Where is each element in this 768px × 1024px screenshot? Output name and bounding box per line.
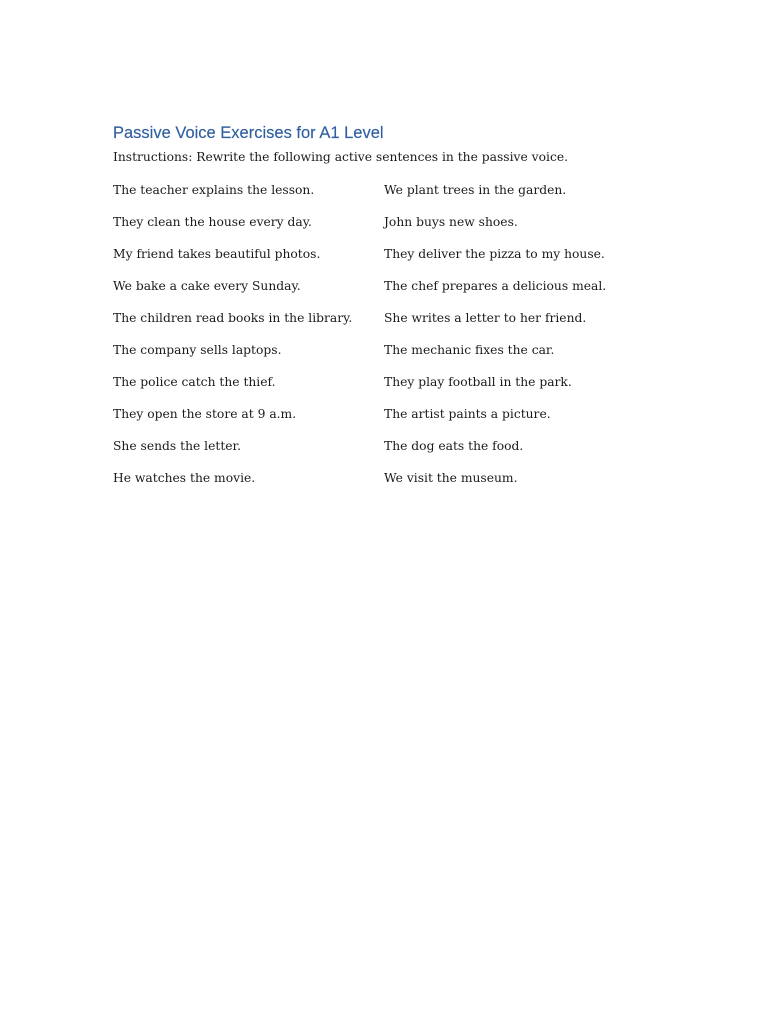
exercise-sentence-left-4: We bake a cake every Sunday. bbox=[113, 279, 301, 293]
exercise-sentence-left-1: The teacher explains the lesson. bbox=[113, 183, 315, 197]
exercise-sentence-right-3: They deliver the pizza to my house. bbox=[384, 247, 605, 261]
exercise-sentence-left-9: She sends the letter. bbox=[113, 439, 241, 453]
instructions-text: Instructions: Rewrite the following active sentences in the passive voice. bbox=[113, 150, 569, 164]
exercise-sentence-right-2: John buys new shoes. bbox=[384, 215, 518, 229]
exercise-sentence-right-7: They play football in the park. bbox=[384, 375, 572, 389]
exercise-sentence-left-6: The company sells laptops. bbox=[113, 343, 282, 357]
exercise-grid bbox=[113, 182, 673, 502]
exercise-sentence-right-9: The dog eats the food. bbox=[384, 439, 524, 453]
exercise-sentence-left-2: They clean the house every day. bbox=[113, 215, 312, 229]
exercise-sentence-left-5: The children read books in the library. bbox=[113, 311, 353, 325]
exercise-sentence-left-3: My friend takes beautiful photos. bbox=[113, 247, 321, 261]
exercise-sentence-left-10: He watches the movie. bbox=[113, 471, 256, 485]
exercise-sentence-right-1: We plant trees in the garden. bbox=[384, 183, 567, 197]
exercise-sentence-right-4: The chef prepares a delicious meal. bbox=[384, 279, 607, 293]
exercise-sentence-right-5: She writes a letter to her friend. bbox=[384, 311, 587, 325]
exercise-sentence-left-7: The police catch the thief. bbox=[113, 375, 276, 389]
page-title: Passive Voice Exercises for A1 Level bbox=[113, 124, 384, 142]
exercise-sentence-right-6: The mechanic fixes the car. bbox=[384, 343, 555, 357]
exercise-sentence-right-8: The artist paints a picture. bbox=[384, 407, 551, 421]
exercise-sentence-right-10: We visit the museum. bbox=[384, 471, 518, 485]
exercise-sentence-left-8: They open the store at 9 a.m. bbox=[113, 407, 297, 421]
